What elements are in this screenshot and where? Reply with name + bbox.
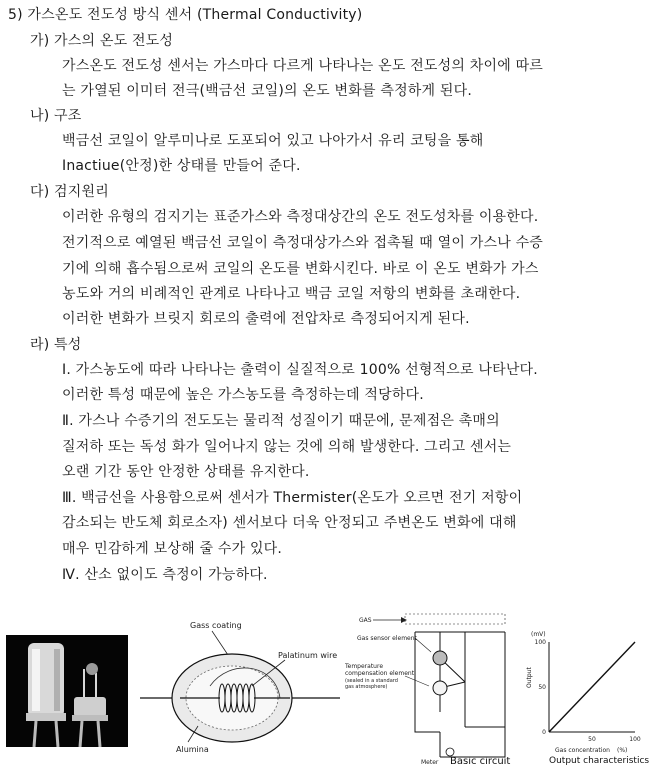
da-line-3: 기에 의해 흡수됨으로써 코일의 온도를 변화시킨다. 바로 이 온도 변화가 가스 xyxy=(62,261,539,277)
caption-basic-circuit: Basic circuit xyxy=(450,756,511,767)
heading-na: 나) 구조 xyxy=(30,108,82,124)
da-line-2: 전기적으로 예열된 백금선 코일이 측정대상가스와 접촉될 때 열이 가스나 수증 xyxy=(62,235,544,251)
section-title: 5) 가스온도 전도성 방식 센서 (Thermal Conductivity) xyxy=(8,7,363,23)
x-tick-label-50: 50 xyxy=(588,736,596,743)
caption-output-characteristics: Output characteristics xyxy=(549,756,650,766)
heading-ra: 라) 특성 xyxy=(30,337,82,353)
ra-item-2-line-1: Ⅱ. 가스나 수증기의 전도도는 물리적 성질이기 때문에, 문제점은 촉매의 xyxy=(62,413,500,429)
sensor-element-diagram xyxy=(140,618,340,758)
heading-ga: 가) 가스의 온도 전도성 xyxy=(30,33,174,49)
label-compensation-element: compensation element xyxy=(345,670,415,677)
bridge-circuit-diagram xyxy=(345,612,515,767)
ga-line-2: 는 가열된 이미터 전극(백금선 코일)의 온도 변화를 측정하게 된다. xyxy=(62,83,472,99)
ra-item-3-line-3: 매우 민감하게 보상해 줄 수가 있다. xyxy=(62,541,283,557)
da-line-5: 이러한 변화가 브릿지 회로의 출력에 전압차로 측정되어지게 된다. xyxy=(62,311,470,327)
label-platinum-wire: Palatinum wire xyxy=(278,651,338,660)
ra-item-2-line-2: 질저하 또는 독성 화가 일어나지 않는 것에 의해 발생한다. 그리고 센서는 xyxy=(62,439,512,455)
label-temperature: Temperature xyxy=(345,663,384,670)
y-tick-label-100: 100 xyxy=(534,639,546,646)
sensor-photo xyxy=(6,635,128,747)
ga-line-1: 가스온도 전도성 센서는 가스마다 다르게 나타나는 온도 전도성의 차이에 따르 xyxy=(62,58,544,74)
label-meter: Meter xyxy=(421,759,439,766)
ra-item-4-line-1: Ⅳ. 산소 없이도 측정이 가능하다. xyxy=(62,567,268,583)
y-tick-label-50: 50 xyxy=(538,684,546,691)
x-axis-label: Gas concentration xyxy=(555,747,610,754)
label-gas-atmosphere: gas atmosphere) xyxy=(345,684,388,690)
y-axis-label: Output xyxy=(526,667,533,688)
ra-item-3-line-1: Ⅲ. 백금선을 사용함으로써 센서가 Thermister(온도가 오르면 전기 저항이 xyxy=(62,490,523,506)
da-line-4: 농도와 거의 비례적인 관계로 나타나고 백금 코일 저항의 변화를 초래한다. xyxy=(62,286,521,302)
label-gas-sensor-element: Gas sensor element xyxy=(357,635,417,642)
label-gas: GAS xyxy=(359,617,372,624)
figures-row xyxy=(0,600,650,770)
na-line-1: 백금선 코일이 알루미나로 도포되어 있고 나아가서 유리 코팅을 통해 xyxy=(62,133,484,149)
ra-item-2-line-3: 오랜 기간 동안 안정한 상태를 유지한다. xyxy=(62,464,310,480)
label-sealed: (sealed in a standard xyxy=(345,678,398,684)
x-axis-unit: (%) xyxy=(617,747,628,754)
heading-da: 다) 검지원리 xyxy=(30,184,109,200)
y-tick-label-0: 0 xyxy=(542,729,546,736)
na-line-2: Inactiue(안정)한 상태를 만들어 준다. xyxy=(62,158,301,174)
ra-item-1-line-1: Ⅰ. 가스농도에 따라 나타나는 출력이 실질적으로 100% 선형적으로 나타난다. xyxy=(62,362,538,378)
ra-item-3-line-2: 감소되는 반도체 회로소자) 센서보다 더욱 안정되고 주변온도 변화에 대해 xyxy=(62,515,517,531)
label-glass-coating: Gass coating xyxy=(190,621,242,630)
output-characteristics-chart xyxy=(525,628,650,768)
label-alumina: Alumina xyxy=(176,745,209,754)
ra-item-1-line-2: 이러한 특성 때문에 높은 가스농도를 측정하는데 적당하다. xyxy=(62,387,424,403)
chart-series-line xyxy=(549,642,635,732)
da-line-1: 이러한 유형의 검지기는 표준가스와 측정대상간의 온도 전도성차를 이용한다. xyxy=(62,209,539,225)
y-axis-unit: (mV) xyxy=(531,631,546,638)
x-tick-label-100: 100 xyxy=(629,736,641,743)
